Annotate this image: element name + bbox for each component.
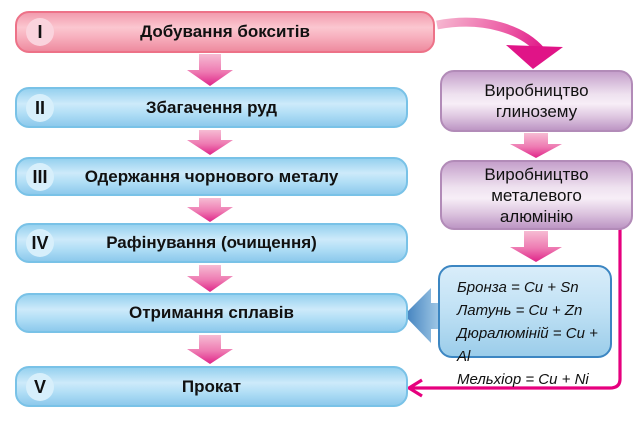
stage-label-mining: Добування бокситів [140, 22, 310, 41]
curved-branch-arrowhead-icon [506, 45, 563, 69]
stage-numeral-1: I [26, 18, 54, 46]
alloy-formula-bronze: Бронза = Cu + Sn [457, 279, 579, 296]
down-arrow-icon-alumina-aluminum [510, 133, 562, 158]
stage-numeral-2: II [26, 94, 54, 122]
stage-box-crude-metal [15, 157, 408, 196]
stage-box-refining [15, 223, 408, 263]
down-arrow-icon-stage1-stage2 [187, 54, 233, 86]
stage-label-enrichment: Збагачення руд [145, 97, 278, 117]
stage-label-crude-metal: Одержання чорнового металу [84, 166, 339, 186]
production-box-aluminum [440, 160, 633, 230]
stage-box-alloys [15, 293, 408, 333]
down-arrow-icon-stage2-stage3 [187, 130, 233, 155]
stage-numeral-5: V [26, 373, 54, 401]
production-label-alumina: Виробництво глинозему [484, 81, 589, 121]
down-arrow-icon-aluminum-alloys [510, 231, 562, 262]
stage-label-rolling: Прокат [181, 376, 242, 396]
stage-box-rolling [15, 366, 408, 407]
down-arrow-icon-stage5-stage6 [187, 335, 233, 364]
stage-box-mining [15, 11, 435, 53]
alloy-formula-cupronickel: Мельхіор = Cu + Ni [457, 371, 589, 388]
down-arrow-icon-stage4-stage5 [187, 265, 233, 292]
stage-label-alloys: Отримання сплавів [129, 303, 294, 322]
alloys-formula-box [438, 265, 612, 388]
stage-label-refining: Рафінування (очищення) [106, 233, 317, 252]
stage-numeral-3: III [26, 163, 54, 191]
down-arrow-icon-stage3-stage4 [187, 198, 233, 222]
production-box-alumina [440, 70, 633, 132]
stage-numeral-4: IV [26, 229, 54, 257]
stage-box-enrichment [15, 87, 408, 128]
production-label-aluminum: Виробництво металевого алюмінію [484, 164, 589, 226]
alloy-formula-duralumin: Дюралюміній = Cu + Al [457, 325, 598, 365]
alloy-formula-brass: Латунь = Cu + Zn [457, 302, 583, 319]
